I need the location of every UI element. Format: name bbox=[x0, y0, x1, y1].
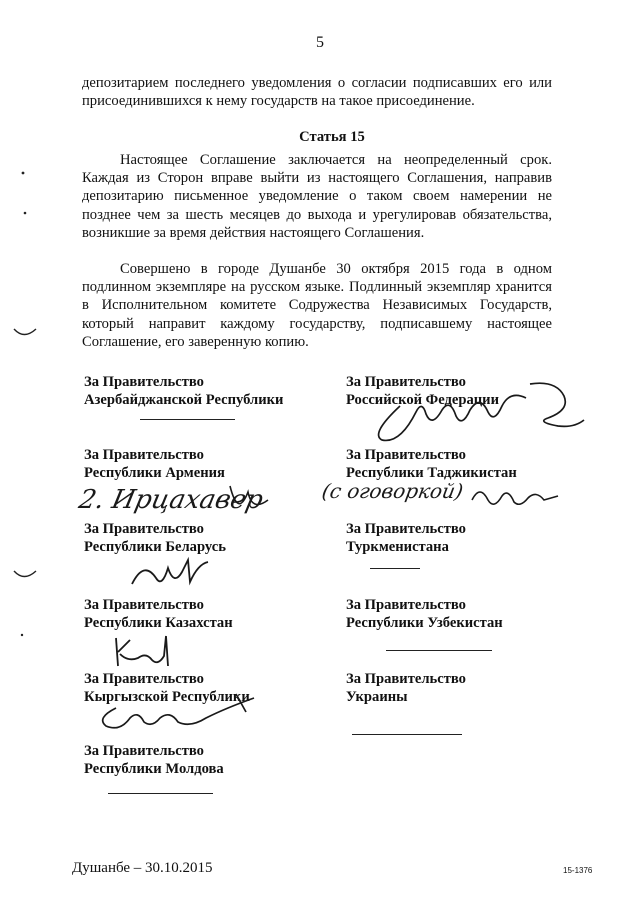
signature-kyrgyzstan bbox=[86, 688, 266, 736]
signatory-country: Республики Таджикистан bbox=[346, 465, 517, 481]
signatory-moldova bbox=[84, 742, 334, 778]
signature-kazakhstan bbox=[108, 632, 188, 672]
signatory-label: За Правительство bbox=[84, 597, 204, 613]
signatory-label: За Правительство bbox=[346, 374, 466, 390]
signatory-belarus bbox=[84, 520, 334, 556]
signature-tajikistan bbox=[318, 470, 568, 518]
signatory-country: Республики Молдова bbox=[84, 761, 224, 777]
margin-dot-mark bbox=[20, 170, 26, 176]
margin-dot-mark bbox=[19, 632, 25, 638]
signatory-country: Кыргызской Республики bbox=[84, 689, 250, 705]
signatory-country: Республики Узбекистан bbox=[346, 615, 503, 631]
margin-hole-mark bbox=[12, 568, 38, 582]
reservation-note: (с оговоркой) bbox=[320, 479, 466, 503]
signatory-turkmenistan bbox=[346, 520, 596, 556]
signatory-country: Туркменистана bbox=[346, 539, 449, 555]
page-number: 5 bbox=[316, 34, 324, 51]
signatory-country: Украины bbox=[346, 689, 408, 705]
signatory-country: Российской Федерации bbox=[346, 392, 499, 408]
done-paragraph: Совершено в городе Душанбе 30 октября 2015 года в одном подлинном экземпляре на русском языке. Подлинный экземпляр хранится в Исполнительном комитете Содружества Независимых Государств, который направит каждому государству, подписавшему настоящее Соглашение, его заверенную копию. bbox=[82, 261, 552, 350]
signatory-kazakhstan bbox=[84, 596, 334, 632]
signatory-label: За Правительство bbox=[84, 447, 204, 463]
signature-line-turkmenistan bbox=[370, 568, 420, 569]
margin-hole-mark bbox=[12, 326, 38, 340]
signatory-ukraine bbox=[346, 670, 596, 706]
signatory-country: Республики Казахстан bbox=[84, 615, 233, 631]
article-heading: Статья 15 bbox=[299, 129, 365, 145]
signature-line-moldova bbox=[108, 793, 213, 794]
signature-line-uzbekistan bbox=[386, 650, 492, 651]
signatory-armenia bbox=[84, 446, 334, 482]
signatory-label: За Правительство bbox=[346, 447, 466, 463]
footer-doc-code: 15-1376 bbox=[563, 866, 593, 875]
signature-line-ukraine bbox=[352, 734, 462, 735]
signatory-uzbekistan bbox=[346, 596, 596, 632]
intro-paragraph: депозитарием последнего уведомления о согласии подписавших его или присоединившихся к нему государств на такое присоединение. bbox=[82, 75, 552, 110]
signatory-country: Республики Беларусь bbox=[84, 539, 226, 555]
signatory-label: За Правительство bbox=[346, 671, 466, 687]
signatory-country: Республики Армения bbox=[84, 465, 225, 481]
footer-city-date: Душанбе – 30.10.2015 bbox=[72, 860, 213, 876]
signature-armenia bbox=[76, 478, 280, 520]
signatory-country: Азербайджанской Республики bbox=[84, 392, 284, 408]
signatory-azerbaijan bbox=[84, 373, 334, 409]
article-body: Настоящее Соглашение заключается на неопределенный срок. Каждая из Сторон вправе выйти из настоящего Соглашения, направив депозитарию письменное уведомление о таком своем намерении не позднее чем за шесть месяцев до выхода и урегулировав обязательства, возникшие за время действия настоящего Соглашения. bbox=[82, 152, 552, 241]
signature-belarus bbox=[128, 554, 228, 592]
signatory-label: За Правительство bbox=[84, 671, 204, 687]
margin-dot-mark bbox=[22, 210, 28, 216]
signatory-label: За Правительство bbox=[346, 597, 466, 613]
signature-russia bbox=[360, 376, 590, 446]
signatory-label: За Правительство bbox=[84, 374, 204, 390]
signatory-label: За Правительство bbox=[84, 743, 204, 759]
signature-line-azerbaijan bbox=[140, 419, 235, 420]
signatory-label: За Правительство bbox=[84, 521, 204, 537]
signature-text: 2. Ирцахавер bbox=[76, 485, 266, 515]
signatory-label: За Правительство bbox=[346, 521, 466, 537]
